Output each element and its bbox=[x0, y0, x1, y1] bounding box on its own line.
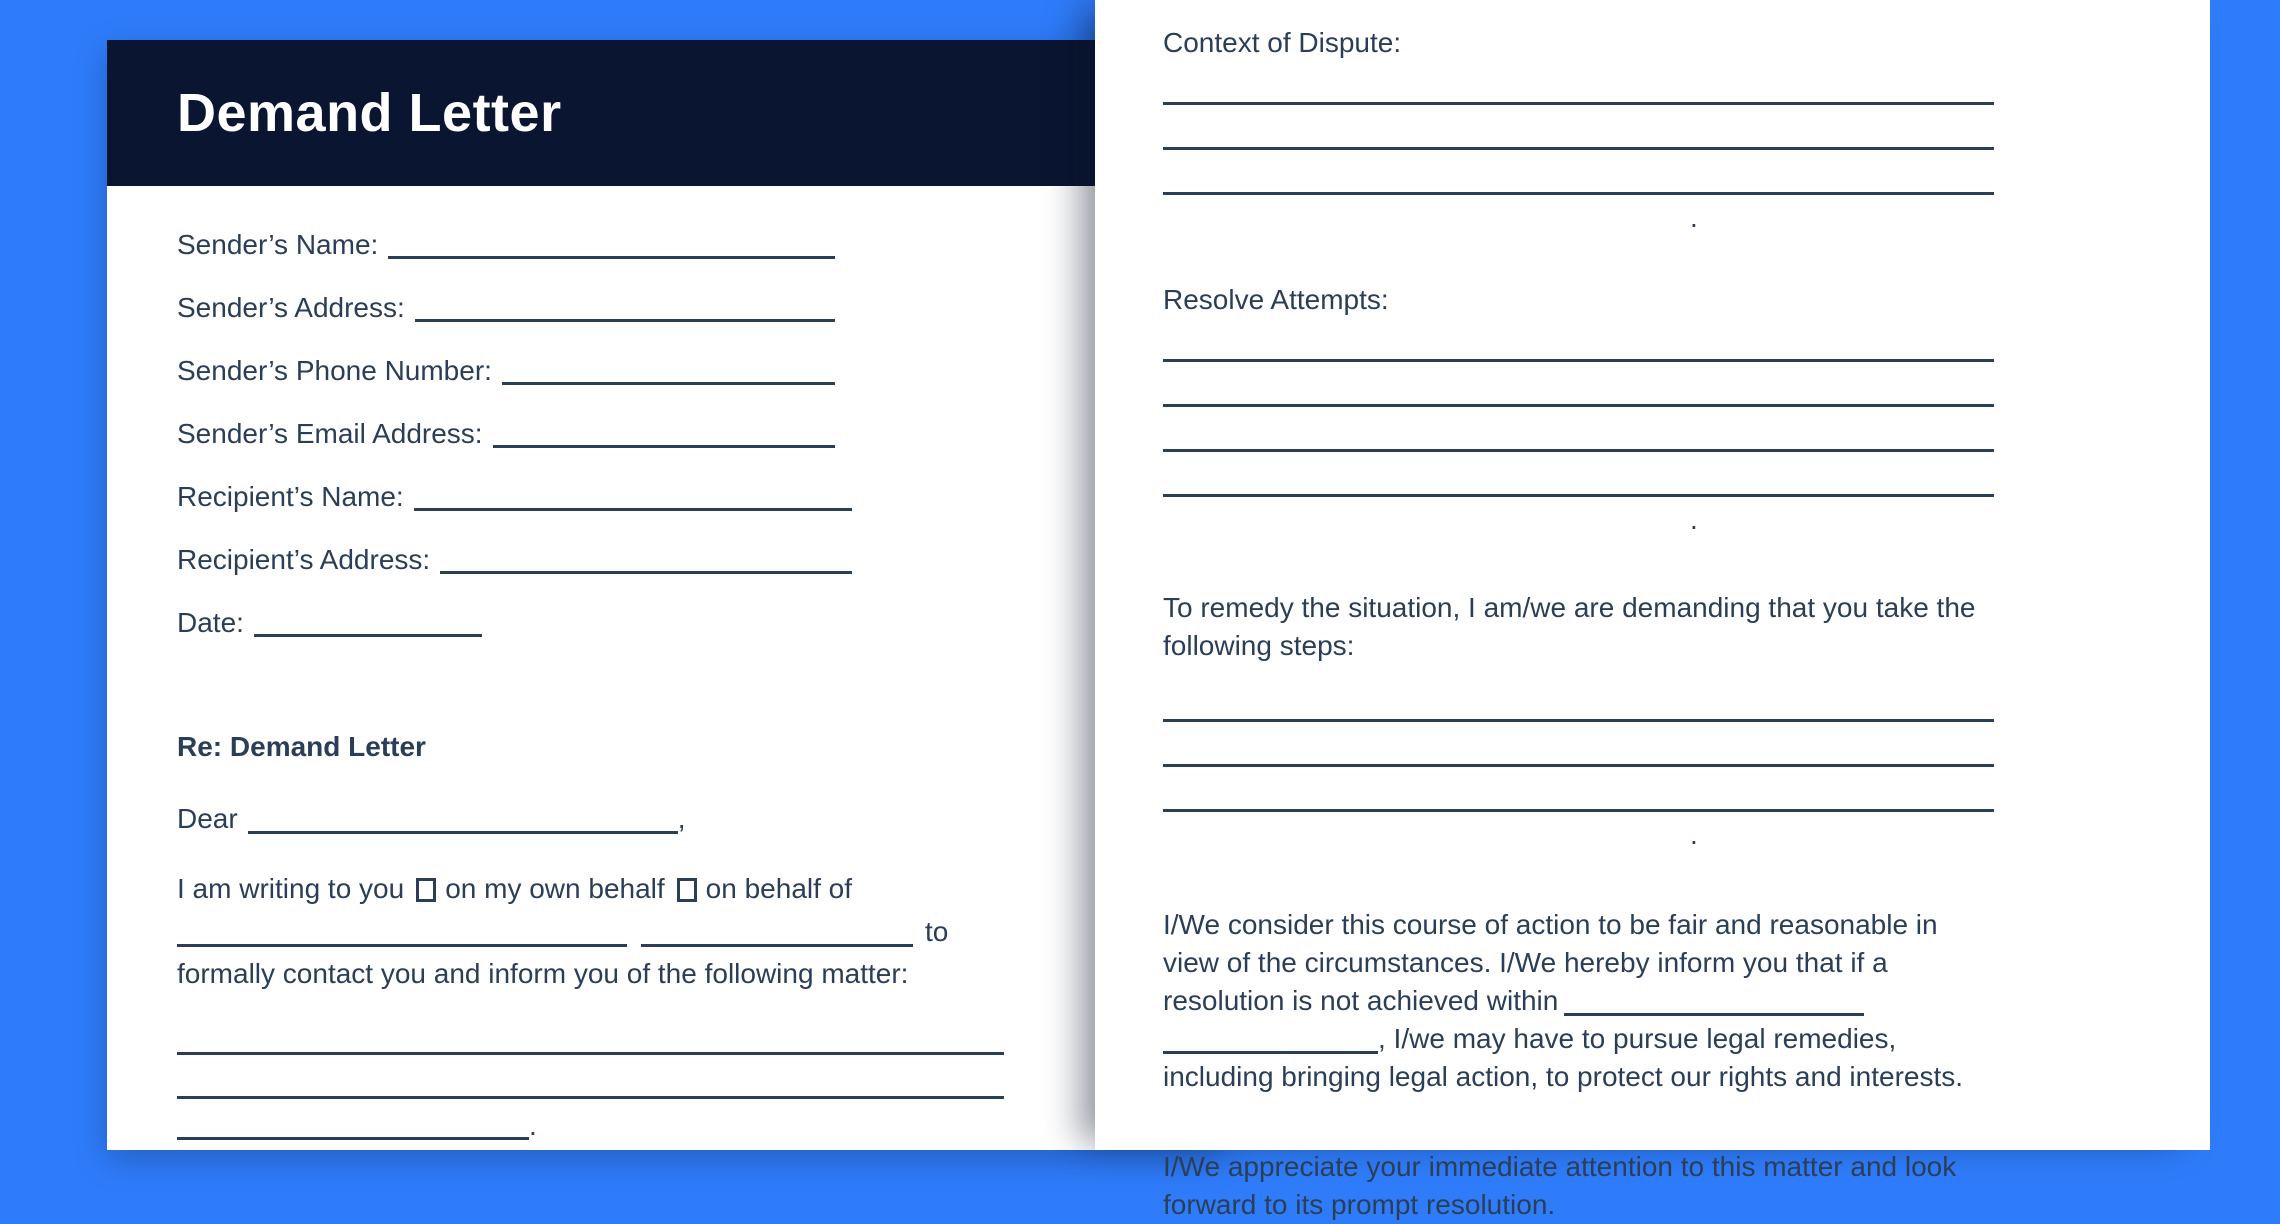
recipients-address-blank[interactable] bbox=[440, 571, 852, 574]
context-write-line-4 bbox=[1163, 195, 1994, 237]
resolve-heading: Resolve Attempts: bbox=[1163, 284, 1389, 315]
field-senders-address bbox=[177, 291, 835, 327]
behalf-blanks-row bbox=[177, 911, 1004, 952]
context-write-line-2[interactable] bbox=[1163, 105, 1994, 150]
resolve-write-line-4[interactable] bbox=[1163, 452, 1994, 497]
salutation-blank[interactable] bbox=[248, 807, 678, 834]
intro-prefix: I am writing to you bbox=[177, 873, 405, 904]
field-recipients-name bbox=[177, 480, 852, 516]
field-recipients-address bbox=[177, 543, 852, 579]
on-behalf-label: on behalf of bbox=[705, 873, 853, 904]
senders-email-blank[interactable] bbox=[493, 445, 835, 448]
resolve-write-line-3[interactable] bbox=[1163, 407, 1994, 452]
letter-body bbox=[107, 186, 1221, 1140]
matter-write-line-2[interactable] bbox=[177, 1055, 1004, 1099]
context-heading: Context of Dispute: bbox=[1163, 27, 1402, 58]
salutation-line bbox=[177, 800, 1004, 838]
consider-text-after: , I/we may have to pursue legal remedies, including bringing legal action, to protect our rights and interests. bbox=[1163, 1023, 1964, 1092]
date-label: Date: bbox=[177, 607, 244, 638]
resolve-write-line-1[interactable] bbox=[1163, 317, 1994, 362]
matter-write-line-1[interactable] bbox=[177, 1011, 1004, 1055]
recipients-name-label: Recipient’s Name: bbox=[177, 481, 404, 512]
remedy-write-line-4 bbox=[1163, 812, 1994, 854]
context-of-dispute-section bbox=[1163, 26, 1994, 237]
letter-body-page-2 bbox=[1095, 0, 2210, 1224]
consequences-paragraph bbox=[1163, 906, 1994, 1096]
remedy-write-line-3[interactable] bbox=[1163, 767, 1994, 812]
remedy-section bbox=[1163, 589, 1994, 854]
field-senders-phone bbox=[177, 354, 835, 390]
remedy-write-line-1[interactable] bbox=[1163, 677, 1994, 722]
deadline-unit-blank[interactable] bbox=[1163, 1027, 1378, 1054]
deadline-amount-blank[interactable] bbox=[1564, 989, 1864, 1016]
closing-paragraph: I/We appreciate your immediate attention to this matter and look forward to its prompt resolution. bbox=[1163, 1151, 1957, 1220]
senders-email-label: Sender’s Email Address: bbox=[177, 418, 483, 449]
senders-phone-blank[interactable] bbox=[502, 382, 835, 385]
matter-write-line-3 bbox=[177, 1099, 1004, 1140]
intro-closing-line: formally contact you and inform you of the following matter: bbox=[177, 958, 909, 989]
behalf-name-blank[interactable] bbox=[177, 920, 627, 947]
context-write-line-1[interactable] bbox=[1163, 60, 1994, 105]
senders-address-blank[interactable] bbox=[415, 319, 835, 322]
senders-phone-label: Sender’s Phone Number: bbox=[177, 355, 492, 386]
resolve-write-line-2[interactable] bbox=[1163, 362, 1994, 407]
matter-period: . bbox=[529, 1110, 537, 1141]
senders-address-label: Sender’s Address: bbox=[177, 292, 405, 323]
recipients-address-label: Recipient’s Address: bbox=[177, 544, 431, 575]
letter-page-1 bbox=[107, 40, 1221, 1150]
field-senders-email bbox=[177, 417, 835, 453]
senders-name-blank[interactable] bbox=[388, 256, 835, 259]
context-period: . bbox=[1690, 202, 1698, 233]
letter-page-2 bbox=[1095, 0, 2210, 1220]
own-behalf-checkbox-icon[interactable] bbox=[416, 878, 436, 902]
field-senders-name bbox=[177, 228, 835, 264]
resolve-write-line-5 bbox=[1163, 497, 1994, 539]
remedy-period: . bbox=[1690, 819, 1698, 850]
blanks-suffix: to bbox=[925, 916, 949, 947]
context-write-line-3[interactable] bbox=[1163, 150, 1994, 195]
page-title: Demand Letter bbox=[177, 83, 562, 143]
subject-line: Re: Demand Letter bbox=[177, 731, 426, 762]
own-behalf-label: on my own behalf bbox=[445, 873, 665, 904]
matter-write-line-3-blank[interactable] bbox=[177, 1127, 529, 1140]
behalf-relation-blank[interactable] bbox=[641, 920, 913, 947]
field-date bbox=[177, 606, 482, 642]
letter-title-bar bbox=[107, 40, 1221, 186]
date-blank[interactable] bbox=[254, 634, 482, 637]
remedy-intro: To remedy the situation, I am/we are demanding that you take the following steps: bbox=[1163, 592, 1976, 661]
senders-name-label: Sender’s Name: bbox=[177, 229, 379, 260]
consider-text-before: I/We consider this course of action to be fair and reasonable in view of the circumstances. I/We hereby inform you that if a resolution is not achieved within bbox=[1163, 909, 1938, 1016]
salutation-comma: , bbox=[677, 803, 686, 834]
resolve-period: . bbox=[1690, 504, 1698, 535]
intro-line bbox=[177, 870, 1004, 908]
resolve-attempts-section bbox=[1163, 283, 1994, 539]
remedy-write-line-2[interactable] bbox=[1163, 722, 1994, 767]
recipients-name-blank[interactable] bbox=[414, 508, 852, 511]
on-behalf-checkbox-icon[interactable] bbox=[677, 878, 697, 902]
salutation-prefix: Dear bbox=[177, 803, 238, 834]
